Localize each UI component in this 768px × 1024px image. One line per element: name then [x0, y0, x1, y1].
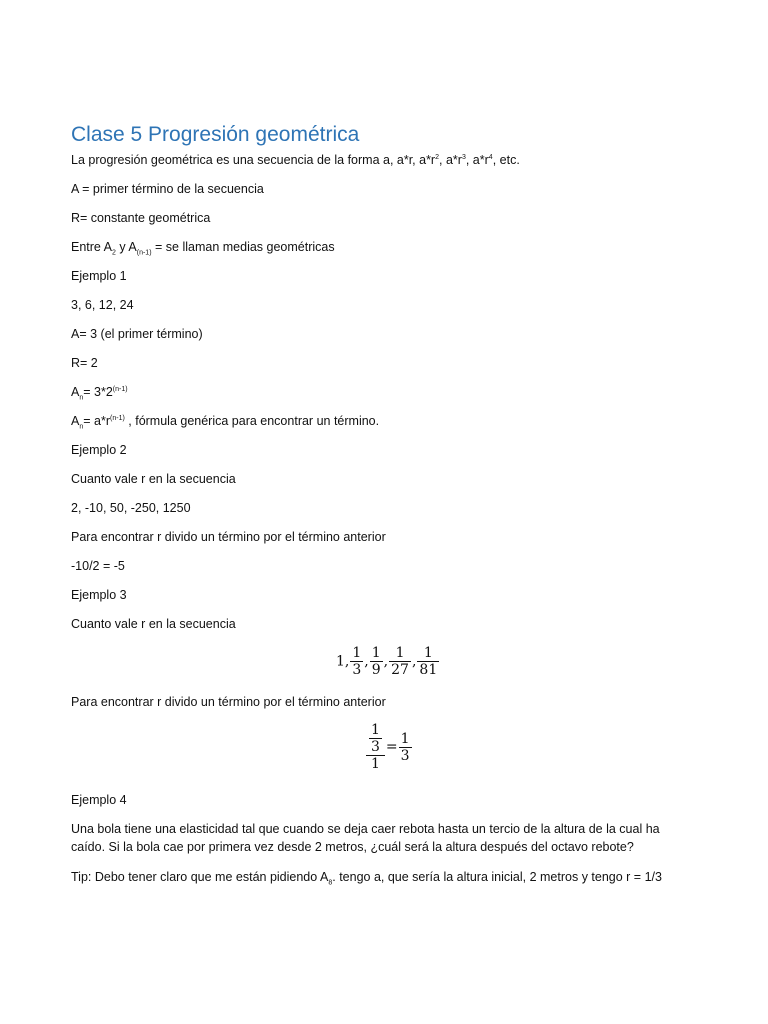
result-fraction	[399, 731, 412, 764]
medias-pre: Entre A	[71, 240, 112, 254]
fraction-numerator: 1	[352, 645, 362, 661]
equals-sign: =	[385, 739, 398, 755]
example-1-formula	[71, 383, 128, 401]
tip-sub-8: 8	[328, 879, 333, 887]
example-1-ratio: R= 2	[71, 356, 98, 370]
fraction-numerator: 1	[371, 645, 381, 661]
definition-a: A = primer término de la secuencia	[71, 182, 264, 196]
medias-post: = se llaman medias geométricas	[151, 240, 335, 254]
generic-body: = a*r	[83, 414, 111, 428]
medias-sub-1: 2	[112, 249, 116, 257]
inner-denominator: 3	[371, 739, 380, 755]
sequence-fraction-3	[389, 645, 411, 678]
fraction-numerator: 1	[395, 645, 405, 661]
tip-post: . tengo a, que sería la altura inicial, 2 metros y tengo r = 1/3	[332, 870, 662, 884]
intro-exponent-2: 2	[435, 153, 440, 161]
intro-separator-2: , a*r	[465, 153, 489, 167]
fraction-denominator: 27	[391, 662, 409, 678]
result-denominator: 3	[400, 747, 410, 764]
medias-sub-2: (n-1)	[136, 249, 152, 257]
example-3-question: Cuanto vale r en la secuencia	[71, 617, 236, 631]
example-3-label: Ejemplo 3	[71, 588, 127, 602]
generic-a: A	[71, 414, 80, 428]
fraction-numerator: 1	[423, 645, 433, 661]
sequence-comma: ,	[364, 653, 369, 670]
example-1-label: Ejemplo 1	[71, 269, 127, 283]
compound-fraction	[366, 722, 385, 772]
example-4-label: Ejemplo 4	[71, 793, 127, 807]
intro-tail: , etc.	[492, 153, 520, 167]
sequence-comma: ,	[411, 653, 417, 670]
example-2-method: Para encontrar r divido un término por el término anterior	[71, 530, 386, 544]
formula-body: = 3*2	[83, 385, 113, 399]
compound-numerator	[366, 722, 385, 755]
sequence-fraction-2	[370, 645, 383, 678]
example-2-calculation: -10/2 = -5	[71, 559, 125, 573]
example-1-sequence: 3, 6, 12, 24	[71, 298, 134, 312]
formula-a: A	[71, 385, 80, 399]
formula-exponent: (n-1)	[112, 385, 128, 393]
intro-separator-1: , a*r	[439, 153, 462, 167]
fraction-denominator: 3	[352, 662, 362, 678]
example-3-ratio-equation	[365, 722, 413, 772]
fraction-denominator: 9	[371, 662, 381, 678]
result-numerator: 1	[400, 730, 410, 747]
intro-text: La progresión geométrica es una secuencia de la forma a, a*r, a*r	[71, 153, 436, 167]
intro-paragraph	[71, 151, 520, 169]
tip-pre: Tip: Debo tener claro que me están pidiendo A	[71, 870, 329, 884]
example-2-label: Ejemplo 2	[71, 443, 127, 457]
inner-fraction	[369, 722, 382, 755]
intro-exponent-3: 3	[461, 153, 466, 161]
sequence-first-term: 1	[336, 653, 345, 670]
compound-denominator: 1	[366, 755, 385, 772]
example-2-sequence: 2, -10, 50, -250, 1250	[71, 501, 191, 515]
generic-exponent: (n-1)	[110, 414, 125, 422]
example-1-first-term: A= 3 (el primer término)	[71, 327, 203, 341]
example-3-sequence-equation	[336, 645, 440, 678]
example-3-method: Para encontrar r divido un término por el término anterior	[71, 695, 386, 709]
generic-sub-n: n	[79, 423, 84, 431]
sequence-fraction-1	[350, 645, 363, 678]
example-2-question: Cuanto vale r en la secuencia	[71, 472, 236, 486]
page-title: Clase 5 Progresión geométrica	[71, 123, 360, 146]
formula-sub-n: n	[79, 394, 84, 402]
geometric-means-definition	[71, 238, 335, 256]
sequence-fraction-4	[417, 645, 439, 678]
generic-formula	[71, 412, 379, 430]
example-4-tip	[71, 868, 662, 886]
sequence-comma: ,	[383, 653, 389, 670]
sequence-comma: ,	[344, 653, 350, 670]
definition-r: R= constante geométrica	[71, 211, 211, 225]
fraction-denominator: 81	[419, 662, 438, 678]
example-4-problem: Una bola tiene una elasticidad tal que cuando se deja caer rebota hasta un tercio de la altura de la cual ha caído. Si la bola cae por primera vez desde 2 metros, ¿cuál será la altura después del octavo rebote?	[71, 822, 660, 854]
generic-description: , fórmula genérica para encontrar un término.	[124, 414, 380, 428]
inner-numerator: 1	[371, 722, 380, 738]
intro-exponent-4: 4	[488, 153, 493, 161]
medias-mid: y A	[115, 240, 137, 254]
